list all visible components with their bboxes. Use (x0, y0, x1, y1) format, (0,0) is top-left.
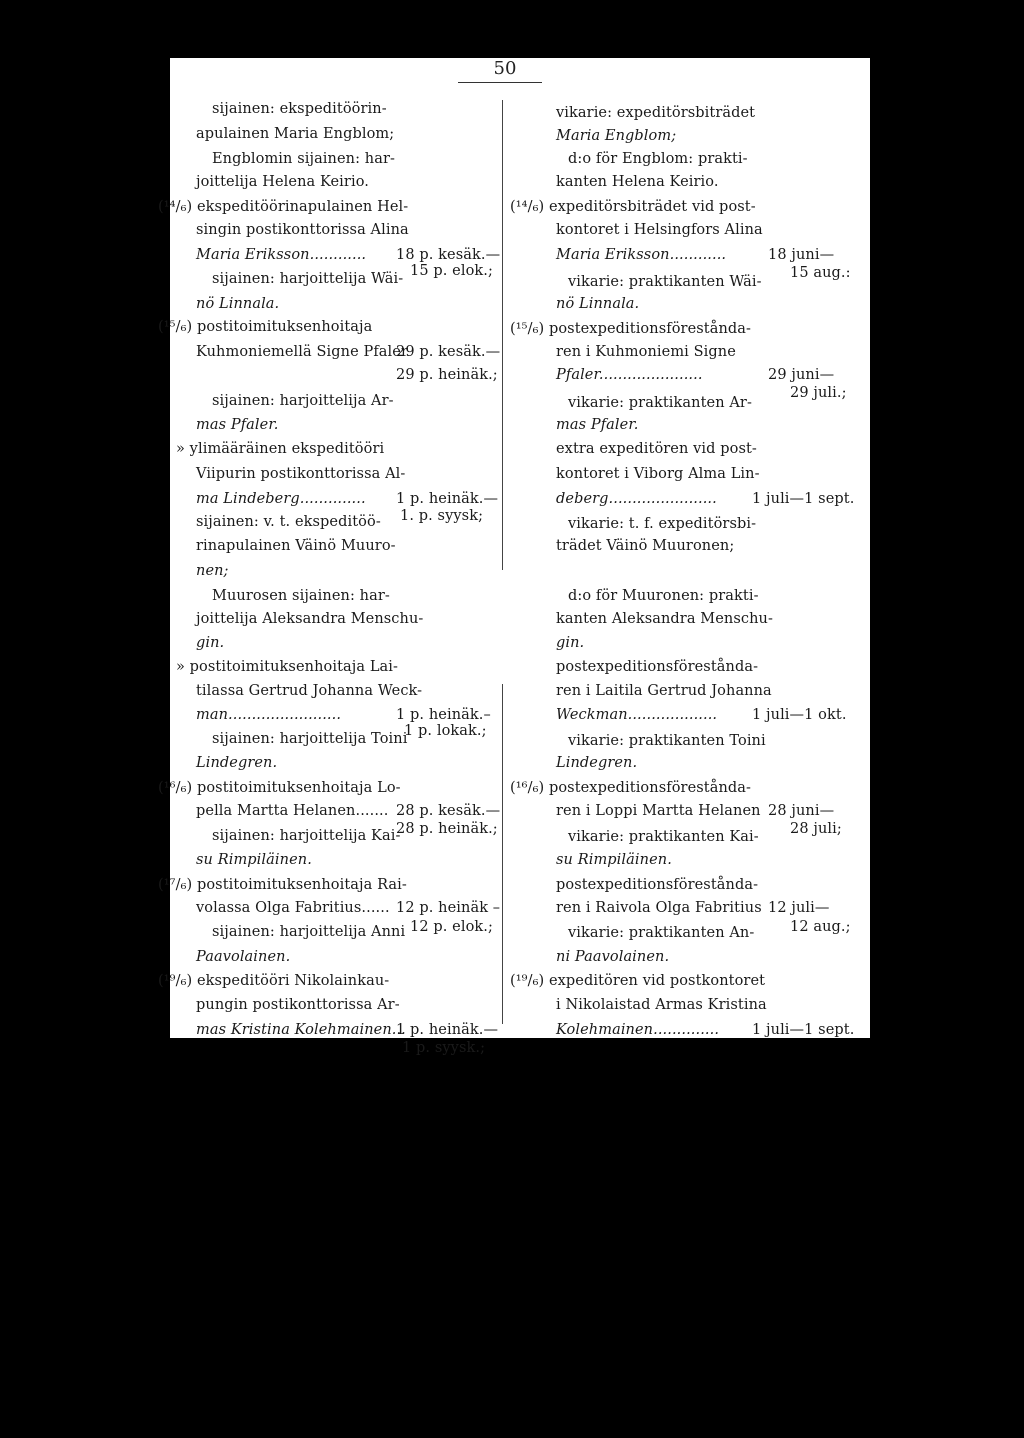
column-divider-lower (502, 684, 503, 1024)
date-entry: 29 p. heinäk.; (396, 367, 498, 383)
text-line: Engblomin sijainen: har- (212, 151, 396, 167)
text-line: ren i Kuhmoniemi Signe (556, 344, 736, 360)
text-line: Muurosen sijainen: har- (212, 588, 390, 604)
text-line: Lindegren. (556, 755, 638, 771)
text-line: sijainen: harjoittelija Kai- (212, 828, 401, 844)
page-number: 50 (493, 58, 517, 79)
text-line: kanten Aleksandra Menschu- (556, 611, 773, 627)
text-line: (¹⁹/₆) expeditören vid postkontoret (510, 973, 766, 989)
date-entry: 28 juni— (768, 803, 835, 819)
date-entry: 15 aug.: (790, 265, 851, 281)
text-line: pungin postikonttorissa Ar- (196, 997, 400, 1013)
text-line: sijainen: harjoittelija Toini (212, 731, 408, 747)
text-line: Maria Engblom; (556, 128, 677, 144)
text-line: man........................ (196, 707, 342, 723)
text-line: (¹⁴/₆) expeditörsbiträdet vid post- (510, 199, 756, 215)
date-entry: 1 juli—1 okt. (752, 707, 847, 723)
column-divider (502, 100, 503, 570)
date-entry: 15 p. elok.; (410, 263, 493, 279)
text-line: kontoret i Viborg Alma Lin- (556, 466, 760, 482)
text-line: kontoret i Helsingfors Alina (556, 222, 763, 238)
date-entry: 12 aug.; (790, 919, 851, 935)
text-line: mas Pfaler. (196, 417, 279, 433)
text-line: d:o för Muuronen: prakti- (568, 588, 759, 604)
text-line: vikarie: t. f. expeditörsbi- (568, 516, 757, 532)
date-entry: 12 p. elok.; (410, 919, 493, 935)
text-line: postexpeditionsförestånda- (556, 659, 759, 675)
date-entry: 28 p. heinäk.; (396, 821, 498, 837)
text-line: joittelija Aleksandra Menschu- (196, 611, 424, 627)
text-line: extra expeditören vid post- (556, 441, 757, 457)
text-line: (¹⁶/₆) postitoimituksenhoitaja Lo- (158, 780, 401, 796)
date-entry: 1 juli—1 sept. (752, 491, 855, 507)
text-line: (¹⁹/₆) ekspeditööri Nikolainkau- (158, 973, 390, 989)
text-line: (¹⁵/₆) postexpeditionsförestånda- (510, 321, 752, 337)
date-entry: 12 juli— (768, 900, 830, 916)
date-entry: 1 p. syysk.; (402, 1040, 486, 1056)
text-line: mas Kristina Kolehmainen... (196, 1022, 406, 1038)
text-line: (¹⁴/₆) ekspeditöörinapulainen Hel- (158, 199, 409, 215)
text-line: Maria Eriksson............ (196, 247, 367, 263)
text-line: Lindegren. (196, 755, 278, 771)
text-line: » ylimääräinen ekspeditööri (176, 441, 385, 457)
text-line: sijainen: v. t. ekspeditöö- (196, 514, 381, 530)
text-line: trädet Väinö Muuronen; (556, 538, 735, 554)
text-line: d:o för Engblom: prakti- (568, 151, 748, 167)
text-line: su Rimpiläinen. (556, 852, 672, 868)
text-line: Paavolainen. (196, 949, 291, 965)
text-line: (¹⁶/₆) postexpeditionsförestånda- (510, 780, 752, 796)
text-line: Maria Eriksson............ (556, 247, 727, 263)
text-line: ren i Loppi Martta Helanen (556, 803, 761, 819)
text-line: ma Lindeberg.............. (196, 491, 366, 507)
text-line: rinapulainen Väinö Muuro- (196, 538, 396, 554)
text-line: kanten Helena Keirio. (556, 174, 719, 190)
text-line: postexpeditionsförestånda- (556, 877, 759, 893)
text-line: apulainen Maria Engblom; (196, 126, 395, 142)
text-line: Pfaler...................... (556, 367, 703, 383)
date-entry: 1 p. heinäk.— (396, 1022, 499, 1038)
text-line: joittelija Helena Keirio. (196, 174, 369, 190)
date-entry: 1 p. heinäk.– (396, 707, 491, 723)
text-line: i Nikolaistad Armas Kristina (556, 997, 767, 1013)
date-entry: 1. p. syysk; (400, 508, 484, 524)
text-line: vikarie: praktikanten Wäi- (568, 274, 762, 290)
text-line: deberg....................... (556, 491, 717, 507)
date-entry: 29 p. kesäk.— (396, 344, 501, 360)
text-line: vikarie: expeditörsbiträdet (556, 105, 756, 121)
text-line: ren i Raivola Olga Fabritius (556, 900, 762, 916)
text-line: vikarie: praktikanten Ar- (568, 395, 752, 411)
text-line: ni Paavolainen. (556, 949, 670, 965)
date-entry: 28 p. kesäk.— (396, 803, 501, 819)
text-line: Weckman................... (556, 707, 718, 723)
text-line: nö Linnala. (196, 296, 280, 312)
text-line: volassa Olga Fabritius...... (196, 900, 390, 916)
text-line: Kuhmoniemellä Signe Pfaler (196, 344, 408, 360)
text-line: sijainen: harjoittelija Wäi- (212, 271, 404, 287)
text-line: sijainen: harjoittelija Ar- (212, 393, 394, 409)
date-entry: 28 juli; (790, 821, 842, 837)
text-line: sijainen: ekspeditöörin- (212, 101, 387, 117)
text-line: nö Linnala. (556, 296, 640, 312)
date-entry: 1 juli—1 sept. (752, 1022, 855, 1038)
text-line: gin. (196, 635, 225, 651)
text-line: (¹⁷/₆) postitoimituksenhoitaja Rai- (158, 877, 407, 893)
text-line: vikarie: praktikanten An- (568, 925, 755, 941)
text-line: Viipurin postikonttorissa Al- (196, 466, 406, 482)
text-line: mas Pfaler. (556, 417, 639, 433)
text-line: sijainen: harjoittelija Anni (212, 924, 406, 940)
text-line: vikarie: praktikanten Toini (568, 733, 766, 749)
page-number-rule (458, 82, 542, 83)
date-entry: 18 p. kesäk.— (396, 247, 501, 263)
text-line: (¹⁵/₆) postitoimituksenhoitaja (158, 319, 373, 335)
text-line: vikarie: praktikanten Kai- (568, 829, 759, 845)
text-line: » postitoimituksenhoitaja Lai- (176, 659, 399, 675)
date-entry: 1 p. heinäk.— (396, 491, 499, 507)
date-entry: 12 p. heinäk – (396, 900, 501, 916)
text-line: singin postikonttorissa Alina (196, 222, 409, 238)
date-entry: 29 juli.; (790, 385, 847, 401)
date-entry: 29 juni— (768, 367, 835, 383)
text-line: nen; (196, 563, 229, 579)
text-line: pella Martta Helanen....... (196, 803, 389, 819)
date-entry: 1 p. lokak.; (404, 723, 487, 739)
text-line: ren i Laitila Gertrud Johanna (556, 683, 772, 699)
text-line: tilassa Gertrud Johanna Weck- (196, 683, 423, 699)
text-line: su Rimpiläinen. (196, 852, 312, 868)
text-line: Kolehmainen.............. (556, 1022, 720, 1038)
date-entry: 18 juni— (768, 247, 835, 263)
text-line: gin. (556, 635, 585, 651)
